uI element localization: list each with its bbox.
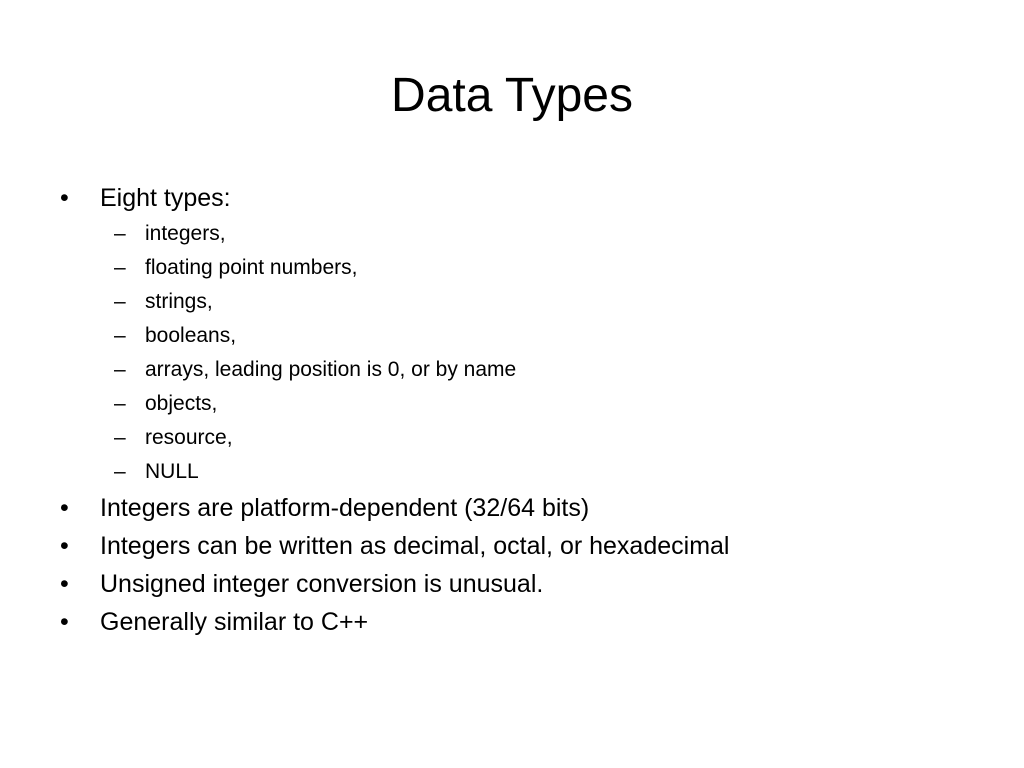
slide-title: Data Types [391,69,633,122]
bullet-dash: – [114,460,126,483]
bullet-item [60,527,980,565]
sub-bullet-item [60,353,980,387]
bullet-dash: – [114,392,126,415]
sub-bullet-text: objects, [145,392,218,415]
sub-bullet-text: resource, [145,426,233,449]
sub-bullet-text: integers, [145,222,226,245]
bullet-dash: – [114,222,126,245]
bullet-dot: • [60,570,69,598]
sub-bullet-item [60,217,980,251]
sub-bullet-item [60,455,980,489]
bullet-item [60,179,980,217]
sub-bullet-item [60,387,980,421]
sub-bullet-text: booleans, [145,324,237,347]
bullet-dash: – [114,290,126,313]
bullet-item [60,489,980,527]
bullet-text: Generally similar to C++ [100,608,369,636]
bullet-text: Integers are platform-dependent (32/64 bits) [100,494,590,522]
bullet-list [60,179,980,641]
bullet-text: Unsigned integer conversion is unusual. [100,570,544,598]
sub-bullet-item [60,251,980,285]
bullet-text: Eight types: [100,184,231,212]
bullet-item [60,565,980,603]
sub-bullet-text: strings, [145,290,213,313]
bullet-dash: – [114,426,126,449]
bullet-dot: • [60,608,69,636]
bullet-dot: • [60,184,69,212]
sub-bullet-item [60,285,980,319]
bullet-dot: • [60,494,69,522]
bullet-item [60,603,980,641]
bullet-dot: • [60,532,69,560]
sub-bullet-text: arrays, leading position is 0, or by name [145,358,517,381]
bullet-dash: – [114,256,126,279]
bullet-dash: – [114,358,126,381]
bullet-dash: – [114,324,126,347]
sub-bullet-text: floating point numbers, [145,256,358,279]
bullet-text: Integers can be written as decimal, octal, or hexadecimal [100,532,730,560]
sub-bullet-item [60,319,980,353]
sub-bullet-text: NULL [145,460,199,483]
sub-bullet-item [60,421,980,455]
